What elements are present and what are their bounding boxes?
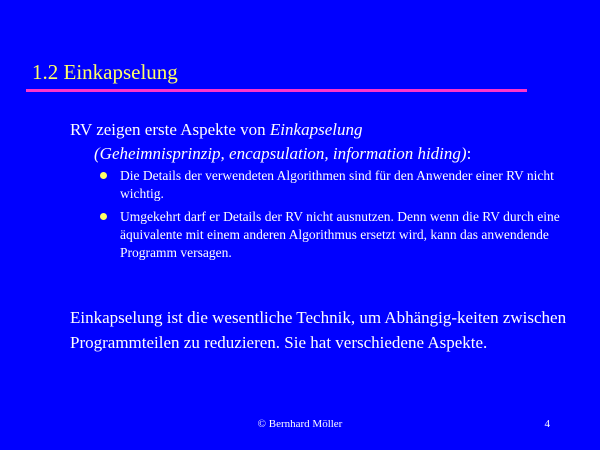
bullet-text: Die Details der verwendeten Algorithmen sind für den Anwender einer RV nicht wichtig. (120, 168, 554, 201)
bullet-item (100, 208, 570, 262)
intro-italic-term: Einkapselung (269, 120, 363, 139)
conclusion-paragraph: Einkapselung ist die wesentliche Technik, um Abhängig-keiten zwischen Programmteilen zu reduzieren. Sie hat verschiedene Aspekte. (70, 308, 567, 352)
page-number: 4 (544, 418, 550, 430)
intro-paragraph (70, 118, 570, 166)
bullet-dot-icon (100, 213, 107, 220)
intro-second-line (70, 142, 570, 166)
intro-text: RV zeigen erste Aspekte von (70, 120, 270, 139)
bullet-text: Umgekehrt darf er Details der RV nicht ausnutzen. Denn wenn die RV durch eine äquivalente mit einem anderen Algorithmus ersetzt wird, kann das anwendende Programm versagen. (120, 209, 560, 260)
slide-title: 1.2 Einkapselung (32, 60, 178, 84)
bullet-dot-icon (100, 172, 107, 179)
footer-copyright: © Bernhard Möller (257, 418, 343, 430)
intro-colon: : (466, 144, 472, 163)
bullet-list (100, 167, 570, 267)
bullet-item (100, 167, 570, 203)
title-underline (26, 89, 527, 92)
intro-italic-synonyms: (Geheimnisprinzip, encapsulation, information hiding) (94, 144, 467, 163)
